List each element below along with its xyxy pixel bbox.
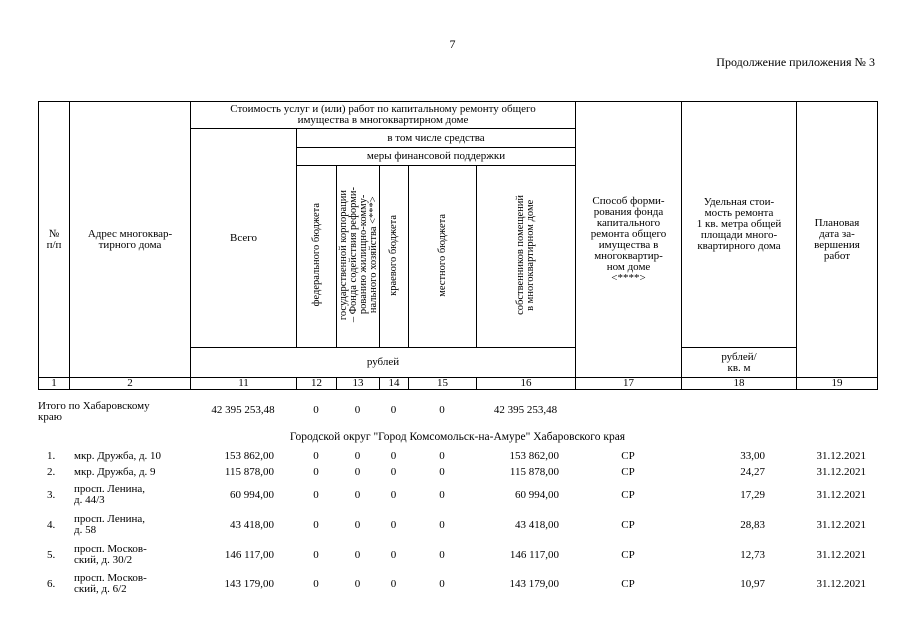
col-number: 16 bbox=[477, 378, 576, 390]
header-date: Плановая дата за- вершения работ bbox=[797, 102, 878, 378]
cell-address: просп. Москов- ский, д. 6/2 bbox=[74, 572, 147, 595]
cell-federal: 0 bbox=[313, 519, 319, 531]
total-owners: 42 395 253,48 bbox=[493, 404, 558, 416]
cell-num: 3. bbox=[47, 489, 56, 501]
cell-num: 2. bbox=[47, 466, 56, 478]
cell-owners: 146 117,00 bbox=[509, 549, 559, 561]
header-address: Адрес многоквар- тирного дома bbox=[70, 102, 191, 378]
cell-owners: 43 418,00 bbox=[515, 519, 559, 531]
header-specific-unit: рублей/ кв. м bbox=[682, 348, 797, 378]
col-number: 11 bbox=[191, 378, 297, 390]
cell-num: 6. bbox=[47, 578, 56, 590]
header-including: в том числе средства bbox=[297, 129, 576, 148]
cell-address: мкр. Дружба, д. 9 bbox=[74, 466, 156, 478]
cell-federal: 0 bbox=[313, 450, 319, 462]
cell-date: 31.12.2021 bbox=[816, 489, 866, 501]
col-number: 17 bbox=[576, 378, 682, 390]
column-numbers-row bbox=[39, 378, 878, 390]
cell-federal: 0 bbox=[313, 578, 319, 590]
header-total: Всего bbox=[191, 129, 297, 348]
cell-regional: 0 bbox=[390, 489, 397, 501]
page-number: 7 bbox=[449, 37, 456, 51]
cell-owners: 153 862,00 bbox=[509, 450, 559, 462]
cell-fund: 0 bbox=[354, 489, 361, 501]
col-number: 2 bbox=[70, 378, 191, 390]
cell-local: 0 bbox=[439, 549, 445, 561]
header-table bbox=[38, 101, 878, 390]
cell-regional: 0 bbox=[390, 578, 397, 590]
cell-address: просп. Ленина, д. 44/3 bbox=[74, 483, 145, 506]
cell-address: просп. Москов- ский, д. 30/2 bbox=[74, 543, 147, 566]
header-regional: краевого бюджета bbox=[380, 166, 409, 348]
cell-regional: 0 bbox=[390, 549, 397, 561]
cell-fund: 0 bbox=[354, 578, 361, 590]
cell-regional: 0 bbox=[390, 519, 397, 531]
cell-total: 43 418,00 bbox=[230, 519, 274, 531]
cell-total: 146 117,00 bbox=[224, 549, 274, 561]
header-owners: собственников помещений в многоквартирном доме bbox=[477, 166, 576, 348]
cell-address: просп. Ленина, д. 58 bbox=[74, 513, 145, 536]
cell-federal: 0 bbox=[313, 549, 319, 561]
cell-total: 60 994,00 bbox=[230, 489, 274, 501]
header-cost-group: Стоимость услуг и (или) работ по капитальному ремонту общего имущества в многоквартирном доме bbox=[191, 102, 576, 129]
col-number: 14 bbox=[380, 378, 409, 390]
cell-num: 5. bbox=[47, 549, 56, 561]
cell-method: СР bbox=[621, 578, 635, 590]
cell-date: 31.12.2021 bbox=[816, 519, 866, 531]
cell-date: 31.12.2021 bbox=[816, 450, 866, 462]
col-number: 12 bbox=[297, 378, 337, 390]
cell-address: мкр. Дружба, д. 10 bbox=[74, 450, 162, 462]
cell-total: 115 878,00 bbox=[224, 466, 274, 478]
cell-total: 153 862,00 bbox=[224, 450, 274, 462]
header-num: № п/п bbox=[39, 102, 70, 378]
cell-regional: 0 bbox=[390, 466, 397, 478]
cell-local: 0 bbox=[439, 466, 445, 478]
cell-owners: 143 179,00 bbox=[509, 578, 559, 590]
header-support: меры финансовой поддержки bbox=[297, 148, 576, 166]
col-number: 15 bbox=[409, 378, 477, 390]
col-number: 19 bbox=[797, 378, 878, 390]
cell-federal: 0 bbox=[313, 466, 319, 478]
cell-federal: 0 bbox=[313, 489, 319, 501]
col-number: 18 bbox=[682, 378, 797, 390]
cell-specific: 12,73 bbox=[740, 549, 765, 561]
total-federal: 0 bbox=[313, 404, 319, 416]
header-fund: государственной корпорации – Фонда содействия реформи- рованию жилищно-комму- нального хозяйства <***> bbox=[337, 166, 380, 348]
cell-method: СР bbox=[621, 450, 635, 462]
cell-fund: 0 bbox=[354, 519, 361, 531]
cell-fund: 0 bbox=[354, 450, 361, 462]
cell-specific: 17,29 bbox=[740, 489, 765, 501]
cell-date: 31.12.2021 bbox=[816, 549, 866, 561]
cell-method: СР bbox=[621, 549, 635, 561]
cell-num: 1. bbox=[47, 450, 56, 462]
cell-local: 0 bbox=[439, 489, 445, 501]
cell-fund: 0 bbox=[354, 466, 361, 478]
header-method: Способ форми- рования фонда капитального ремонта общего имущества в многоквартир- ном доме <****> bbox=[576, 102, 682, 378]
col-number: 1 bbox=[39, 378, 70, 390]
cell-num: 4. bbox=[47, 519, 56, 531]
header-local: местного бюджета bbox=[409, 166, 477, 348]
total-label: Итого по Хабаровскому краю bbox=[38, 400, 150, 423]
total-local: 0 bbox=[439, 404, 445, 416]
header-specific: Удельная стои- мость ремонта 1 кв. метра общей площади много- квартирного дома bbox=[682, 102, 797, 348]
total-total: 42 395 253,48 bbox=[211, 404, 275, 416]
cell-method: СР bbox=[621, 466, 635, 478]
total-regional: 0 bbox=[390, 404, 397, 416]
header-federal: федерального бюджета bbox=[297, 166, 337, 348]
cell-local: 0 bbox=[439, 578, 445, 590]
col-number: 13 bbox=[337, 378, 380, 390]
cell-date: 31.12.2021 bbox=[816, 466, 866, 478]
cell-total: 143 179,00 bbox=[224, 578, 274, 590]
cell-local: 0 bbox=[439, 519, 445, 531]
cell-owners: 115 878,00 bbox=[509, 466, 559, 478]
cell-specific: 24,27 bbox=[740, 466, 765, 478]
district-title: Городской округ "Город Комсомольск-на-Амуре" Хабаровского края bbox=[289, 431, 626, 443]
cell-fund: 0 bbox=[354, 549, 361, 561]
cell-regional: 0 bbox=[390, 450, 397, 462]
cell-specific: 28,83 bbox=[740, 519, 765, 531]
cell-date: 31.12.2021 bbox=[816, 578, 866, 590]
total-fund: 0 bbox=[354, 404, 361, 416]
continuation-note: Продолжение приложения № 3 bbox=[716, 55, 875, 69]
cell-local: 0 bbox=[439, 450, 445, 462]
cell-owners: 60 994,00 bbox=[515, 489, 559, 501]
cell-method: СР bbox=[621, 519, 635, 531]
cell-specific: 10,97 bbox=[740, 578, 765, 590]
cell-specific: 33,00 bbox=[740, 450, 765, 462]
header-rub: рублей bbox=[191, 348, 576, 378]
cell-method: СР bbox=[621, 489, 635, 501]
